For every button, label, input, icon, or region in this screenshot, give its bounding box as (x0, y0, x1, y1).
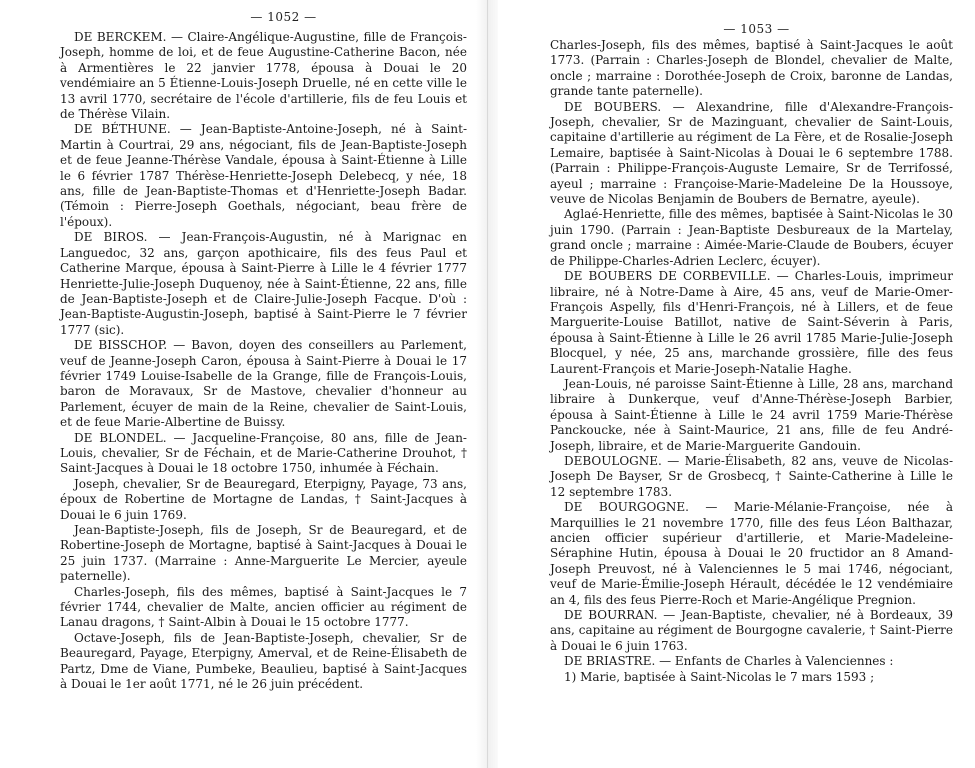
entry-de-boubers-de-corbeville: DE BOUBERS DE CORBEVILLE. — Charles-Louis, imprimeur libraire, né à Notre-Dame à Aire, 45 ans, veuf de Marie-Omer-François Aspelly, fils d'Henri-François, né à Lillers, et de feue Marguerite-Louise Batillot, native de Saint-Séverin à Paris, épousa à Saint-Étienne à Lille le 26 avril 1785 Marie-Julie-Joseph Blocquel, y née, 25 ans, marchande grossière, fille des feus Laurent-François et Marie-Joseph-Natalie Haghe. (550, 269, 953, 376)
page-number: — 1052 — (250, 10, 317, 24)
entry-de-berckem: DE BERCKEM. — Claire-Angélique-Augustine, fille de François-Joseph, homme de loi, et de feue Augustine-Catherine Bacon, née à Armentières le 22 janvier 1778, épousa à Douai le 20 vendémiaire an 5 Étienne-Louis-Joseph Druelle, né en cette ville le 13 avril 1770, secrétaire de l'école d'artillerie, fils de feu Louis et de Thérèse Vilain. (60, 30, 467, 122)
entry-deboulogne: DEBOULOGNE. — Marie-Élisabeth, 82 ans, veuve de Nicolas-Joseph De Bayser, Sr de Grosbecq, † Sainte-Catherine à Lille le 12 septembre 1783. (550, 453, 953, 499)
entry-blondel-jean-baptiste: Jean-Baptiste-Joseph, fils de Joseph, Sr de Beauregard, et de Robertine-Joseph de Mortagne, baptisé à Saint-Jacques à Douai le 25 juin 1737. (Marraine : Anne-Marguerite Le Mercier, ayeule paternelle). (60, 523, 467, 584)
entry-blondel-charles-joseph-cont: Charles-Joseph, fils des mêmes, baptisé à Saint-Jacques le août 1773. (Parrain : Charles-Joseph de Blondel, chevalier de Malte, oncle ; marraine : Dorothée-Joseph de Croix, baronne de Landas, grande tante paternelle). (550, 38, 953, 99)
entry-boubers-aglae: Aglaé-Henriette, fille des mêmes, baptisée à Saint-Nicolas le 30 juin 1790. (Parrain : Jean-Baptiste Desbureaux de la Martelay, grand oncle ; marraine : Aimée-Marie-Claude de Boubers, écuyer de Philippe-Charles-Adrien Leclerc, écuyer). (550, 207, 953, 268)
left-page (0, 0, 487, 768)
entry-blondel-joseph: Joseph, chevalier, Sr de Beauregard, Eterpigny, Payage, 73 ans, époux de Robertine de Mortagne de Landas, † Saint-Jacques à Douai le 6 juin 1769. (60, 476, 467, 522)
entry-de-boubers: DE BOUBERS. — Alexandrine, fille d'Alexandre-François-Joseph, chevalier, Sr de Mazinguant, chevalier de Saint-Louis, capitaine d'artillerie au régiment de La Fère, et de Rosalie-Joseph Lemaire, baptisée à Saint-Nicolas à Douai le 6 septembre 1788. (Parrain : Philippe-François-Auguste Lemaire, Sr de Terrifossé, ayeul ; marraine : Françoise-Marie-Madeleine De la Houssoye, veuve de Nicolas Benjamin de Boubers de Bernatre, ayeule). (550, 99, 953, 207)
entry-de-bisschop: DE BISSCHOP. — Bavon, doyen des conseillers au Parlement, veuf de Jeanne-Joseph Caron, épousa à Saint-Pierre à Douai le 17 février 1749 Louise-Isabelle de la Grange, fille de François-Louis, baron de Moravaux, Sr de Mastove, chevalier d'honneur au Parlement, écuyer de main de la Reine, chevalier de Saint-Louis, et de feue Marie-Albertine de Buissy. (60, 338, 467, 430)
entry-de-biros: DE BIROS. — Jean-François-Augustin, né à Marignac en Languedoc, 32 ans, garçon apothicaire, fils des feus Paul et Catherine Marque, épousa à Saint-Pierre à Lille le 4 février 1777 Henriette-Julie-Joseph Duquenoy, née à Saint-Étienne, 22 ans, fille de Jean-Baptiste-Joseph et de Claire-Julie-Joseph Facque. D'où : Jean-Baptiste-Augustin-Joseph, baptisé à Saint-Pierre le 7 février 1777 (sic). (60, 230, 467, 337)
entry-blondel-charles-joseph: Charles-Joseph, fils des mêmes, baptisé à Saint-Jacques le 7 février 1744, chevalier de Malte, ancien officier au régiment de Lanau dragons, † Saint-Albin à Douai le 15 octobre 1777. (60, 584, 467, 630)
page-number: — 1053 — (723, 22, 790, 36)
right-page (487, 0, 975, 768)
entry-de-briastre: DE BRIASTRE. — Enfants de Charles à Valenciennes : (564, 654, 894, 669)
entry-blondel-octave-joseph: Octave-Joseph, fils de Jean-Baptiste-Joseph, chevalier, Sr de Beauregard, Payage, Eterpigny, Amerval, et de Reine-Élisabeth de Partz, Dme de Viane, Pumbeke, Beaulieu, baptisé à Saint-Jacques à Douai le 1er août 1771, né le 26 juin précédent. (60, 630, 467, 692)
entry-de-blondel: DE BLONDEL. — Jacqueline-Françoise, 80 ans, fille de Jean-Louis, chevalier, Sr de Féchain, et de Marie-Catherine Drouhot, † Saint-Jacques à Douai le 18 octobre 1750, inhumée à Féchain. (60, 430, 467, 476)
entry-briastre-marie: 1) Marie, baptisée à Saint-Nicolas le 7 mars 1593 ; (564, 669, 875, 684)
entry-de-bethune: DE BÉTHUNE. — Jean-Baptiste-Antoine-Joseph, né à Saint-Martin à Courtrai, 29 ans, négociant, fils de Jean-Baptiste-Joseph et de feue Jeanne-Thérèse Vandale, épousa à Saint-Étienne à Lille le 6 février 1787 Thérèse-Henriette-Joseph Delebecq, y née, 18 ans, fille de Jean-Baptiste-Thomas et d'Henriette-Joseph Badar. (Témoin : Pierre-Joseph Goethals, négociant, beau frère de l'époux). (60, 122, 467, 229)
entry-de-bourran: DE BOURRAN. — Jean-Baptiste, chevalier, né à Bordeaux, 39 ans, capitaine au régiment de Bourgogne cavalerie, † Saint-Pierre à Douai le 6 juin 1763. (550, 608, 953, 653)
entry-corbeville-jean-louis: Jean-Louis, né paroisse Saint-Étienne à Lille, 28 ans, marchand libraire à Dunkerque, veuf d'Anne-Thérèse-Joseph Barbier, épousa à Saint-Étienne à Lille le 24 avril 1759 Marie-Thérèse Panckoucke, née à Saint-Maurice, 21 ans, fille de feu André-Joseph, libraire, et de Marie-Marguerite Gandouin. (550, 376, 953, 453)
entry-de-bourgogne: DE BOURGOGNE. — Marie-Mélanie-Françoise, née à Marquillies le 21 novembre 1770, fille des feus Léon Balthazar, ancien officier supérieur d'artillerie, et Marie-Madeleine-Séraphine Hutin, épousa à Douai le 20 fructidor an 8 Amand-Joseph Preuvost, né à Valenciennes le 5 mai 1746, négociant, veuf de Marie-Émilie-Joseph Hérault, décédée le 12 vendémiaire an 4, fils des feus Pierre-Roch et Marie-Angélique Pregnion. (550, 500, 953, 607)
